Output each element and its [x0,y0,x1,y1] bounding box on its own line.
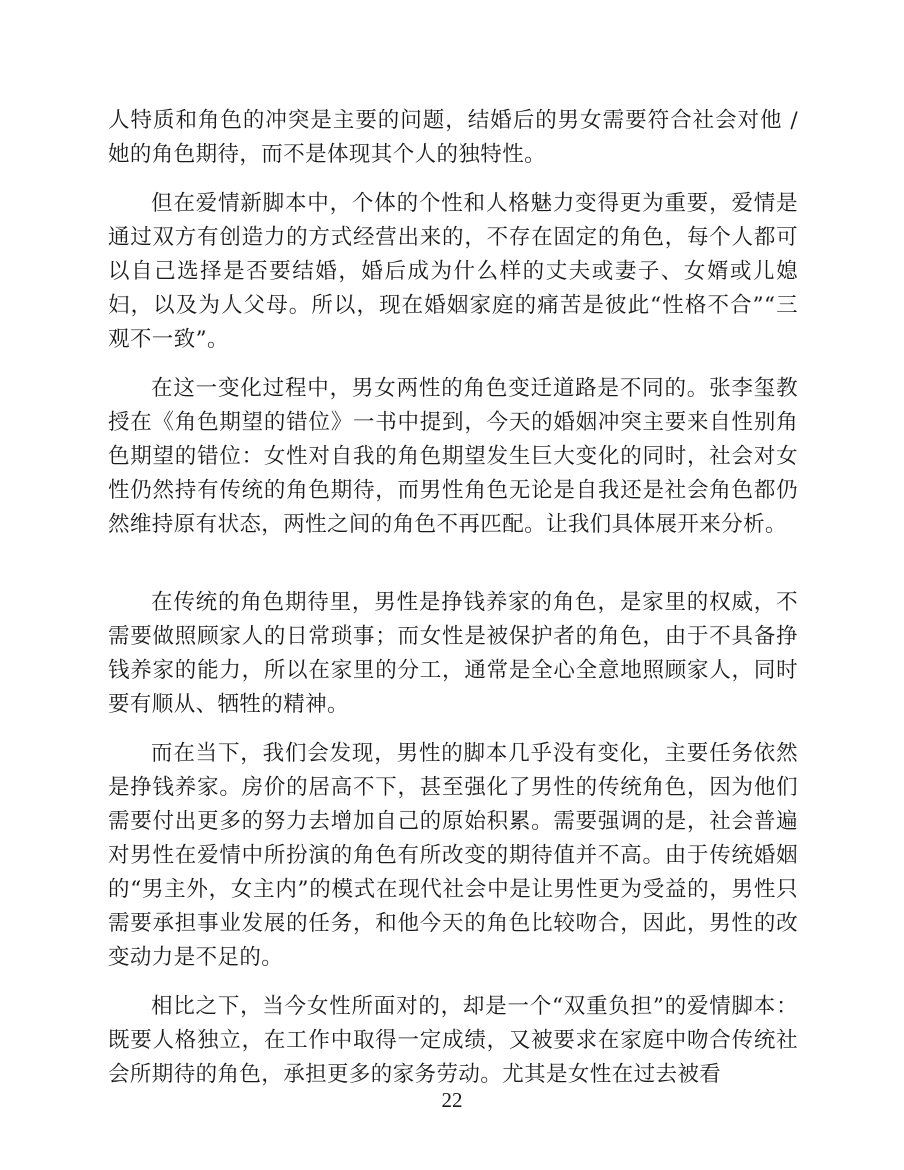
body-text [108,104,798,1092]
page-number: 22 [441,1088,463,1112]
paragraph-5: 而在当下，我们会发现，男性的脚本几乎没有变化，主要任务依然是挣钱养家。房价的居高不下，甚至强化了男性的传统角色，因为他们需要付出更多的努力去增加自己的原始积累。需要强调的是，社会普遍对男性在爱情中所扮演的角色有所改变的期待值并不高。由于传统婚姻的“男主外，女主内”的模式在现代社会中是让男性更为受益的，男性只需要承担事业发展的任务，和他今天的角色比较吻合，因此，男性的改变动力是不足的。 [108,741,798,970]
paragraph-4: 在传统的角色期待里，男性是挣钱养家的角色，是家里的权威，不需要做照顾家人的日常琐事；而女性是被保护者的角色，由于不具备挣钱养家的能力，所以在家里的分工，通常是全心全意地照顾家人，同时要有顺从、牺牲的精神。 [108,590,798,717]
paragraph-6: 相比之下，当今女性所面对的，却是一个“双重负担”的爱情脚本：既要人格独立，在工作中取得一定成绩，又被要求在家庭中吻合传统社会所期待的角色，承担更多的家务劳动。尤其是女性在过去被看 [108,994,798,1087]
paragraph-2: 但在爱情新脚本中，个体的个性和人格魅力变得更为重要，爱情是通过双方有创造力的方式经营出来的，不存在固定的角色，每个人都可以自己选择是否要结婚，婚后成为什么样的丈夫或妻子、女婿或儿媳妇，以及为人父母。所以，现在婚姻家庭的痛苦是彼此“性格不合”“三观不一致”。 [108,191,798,352]
paragraph-1: 人特质和角色的冲突是主要的问题，结婚后的男女需要符合社会对他 / 她的角色期待，而不是体现其个人的独特性。 [108,108,798,167]
paragraph-3: 在这一变化过程中，男女两性的角色变迁道路是不同的。张李玺教授在《角色期望的错位》一书中提到，今天的婚姻冲突主要来自性别角色期望的错位：女性对自我的角色期望发生巨大变化的同时，社会对女性仍然持有传统的角色期待，而男性角色无论是自我还是社会角色都仍然维持原有状态，两性之间的角色不再匹配。让我们具体展开来分析。 [108,376,798,537]
